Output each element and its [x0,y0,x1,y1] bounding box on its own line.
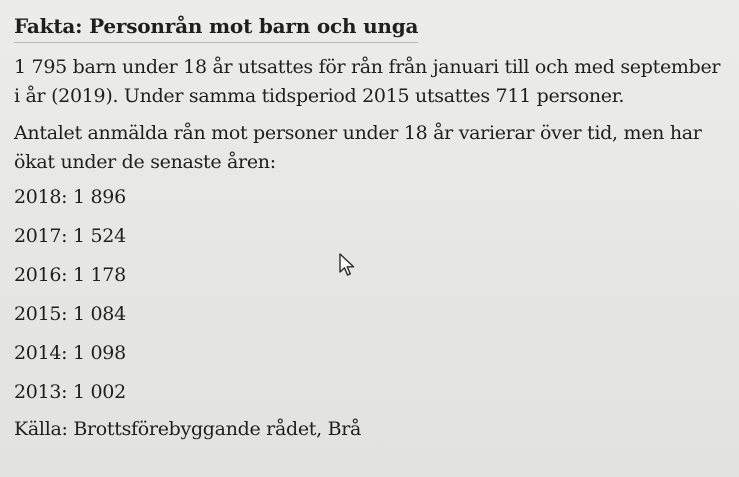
fact-paragraph-2: Antalet anmälda rån mot personer under 18 år varierar över tid, men har ökat under de senaste åren: [14,122,702,173]
stat-2013: 2013: 1 002 [14,381,126,403]
fact-paragraph-1: 1 795 barn under 18 år utsattes för rån från januari till och med september i år (2019). Under samma tidsperiod 2015 utsattes 711 personer. [14,56,721,107]
fact-title: Fakta: Personrån mot barn och unga [14,14,418,43]
stats-list [14,185,726,419]
stat-2016: 2016: 1 178 [14,264,126,286]
source-line: Källa: Brottsförebyggande rådet, Brå [14,418,362,440]
fact-box [14,14,726,441]
stat-2017: 2017: 1 524 [14,225,126,247]
mouse-pointer-icon [339,253,357,277]
stat-2015: 2015: 1 084 [14,303,126,325]
stat-2018: 2018: 1 896 [14,186,126,208]
stat-2014: 2014: 1 098 [14,342,126,364]
